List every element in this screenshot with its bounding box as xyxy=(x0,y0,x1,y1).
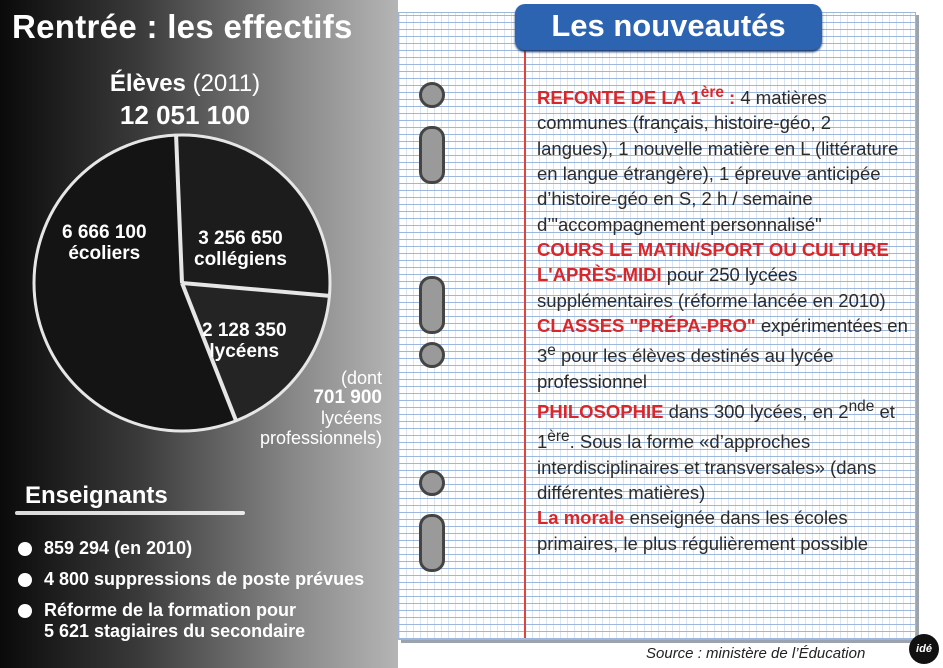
annotation-line1: lycéens xyxy=(320,408,382,428)
nouveaute-sup: e xyxy=(547,342,556,360)
slice-label-ecoliers xyxy=(62,222,147,264)
slice-value-collegiens: 3 256 650 xyxy=(198,228,283,249)
slice-name-collegiens: collégiens xyxy=(194,249,287,270)
bullet-icon xyxy=(18,604,32,618)
binder-ring-icon xyxy=(419,470,445,496)
lycees-pro-annotation xyxy=(230,368,382,448)
nouveaute-sup: nde xyxy=(848,397,875,415)
annotation-value: 701 900 xyxy=(313,387,382,408)
source-note: Source : ministère de l’Éducation xyxy=(646,645,866,662)
bullet-icon xyxy=(18,542,32,556)
nouveautes-list xyxy=(537,80,912,556)
nouveautes-tab: Les nouveautés xyxy=(515,4,822,50)
nouveaute-body: pour 250 lycées supplémentaires (réforme lancée en 2010) xyxy=(537,264,886,311)
slice-name-ecoliers: écoliers xyxy=(68,243,141,264)
nouveaute-body: enseignée dans les écoles primaires, le plus régulièrement possible xyxy=(537,507,869,554)
nouveaute-head xyxy=(537,84,736,109)
binder-ring-icon xyxy=(419,276,445,334)
eleves-total: 12 051 100 xyxy=(119,100,251,130)
nouveaute-body: et 1 xyxy=(537,401,895,453)
slice-label-collegiens xyxy=(194,228,287,270)
nouveaute-head: COURS LE MATIN/SPORT OU CULTURE L'APRÈS-MIDI xyxy=(537,238,889,286)
notebook-margin-line xyxy=(524,12,526,638)
nouveaute-body: . Sous la forme «d’approches interdisciplinaires et transversales» (dans différentes matières) xyxy=(537,431,877,504)
bullet-icon xyxy=(18,573,32,587)
binder-ring-icon xyxy=(419,342,445,368)
nouveaute-body: expérimentées en 3 xyxy=(537,314,908,367)
binder-ring-icon xyxy=(419,126,445,184)
nouveaute-sup: ère xyxy=(547,428,570,446)
pie-slice-collégiens xyxy=(176,135,330,296)
nouveaute-head: CLASSES "PRÉPA-PRO" xyxy=(537,314,756,336)
nouveaute-head: PHILOSOPHIE xyxy=(537,401,664,423)
nouveaute-body: 4 matières communes (français, histoire-géo, 2 langues), 1 nouvelle matière en L (littérature en langue étrangère), 1 épreuve anticipée d’histoire-géo en S, 2 h / semaine d’"accompagnement personnalisé" xyxy=(537,87,899,235)
annotation-line2: professionnels) xyxy=(259,428,382,448)
nouveaute-head: La morale xyxy=(537,507,625,529)
nouveaute-item xyxy=(537,237,912,313)
enseignants-title: Enseignants xyxy=(25,482,168,509)
annotation-open: (dont xyxy=(340,368,382,388)
enseignants-item-text: 5 621 stagiaires du secondaire xyxy=(44,621,306,641)
head-text: REFONTE DE LA 1 xyxy=(537,87,701,109)
enseignants-underline xyxy=(15,511,245,515)
eleves-label: Élèves xyxy=(109,70,186,97)
binder-ring-icon xyxy=(419,514,445,572)
enseignants-item-text: 4 800 suppressions de poste prévues xyxy=(44,569,365,589)
eleves-year: (2011) xyxy=(192,70,261,97)
nouveaute-body: pour les élèves destinés au lycée professionnel xyxy=(537,345,834,392)
head-text-end: : xyxy=(723,87,736,109)
nouveaute-body: dans 300 lycées, en 2 xyxy=(663,401,849,423)
nouveaute-item xyxy=(537,505,912,556)
enseignants-item-text: 859 294 (en 2010) xyxy=(44,538,193,558)
nouveaute-item xyxy=(537,80,912,237)
slice-value-ecoliers: 6 666 100 xyxy=(62,222,147,243)
nouveaute-item xyxy=(537,313,912,394)
slice-name-lyceens: lycéens xyxy=(209,341,280,362)
ide-logo: idé xyxy=(909,634,939,664)
page-title: Rentrée : les effectifs xyxy=(12,8,353,45)
binder-ring-icon xyxy=(419,82,445,108)
enseignants-item-text: Réforme de la formation pour xyxy=(44,600,297,620)
slice-label-lyceens xyxy=(202,320,287,362)
head-sup: ère xyxy=(700,84,724,101)
nouveaute-item xyxy=(537,394,912,506)
slice-value-lyceens: 2 128 350 xyxy=(202,320,287,341)
